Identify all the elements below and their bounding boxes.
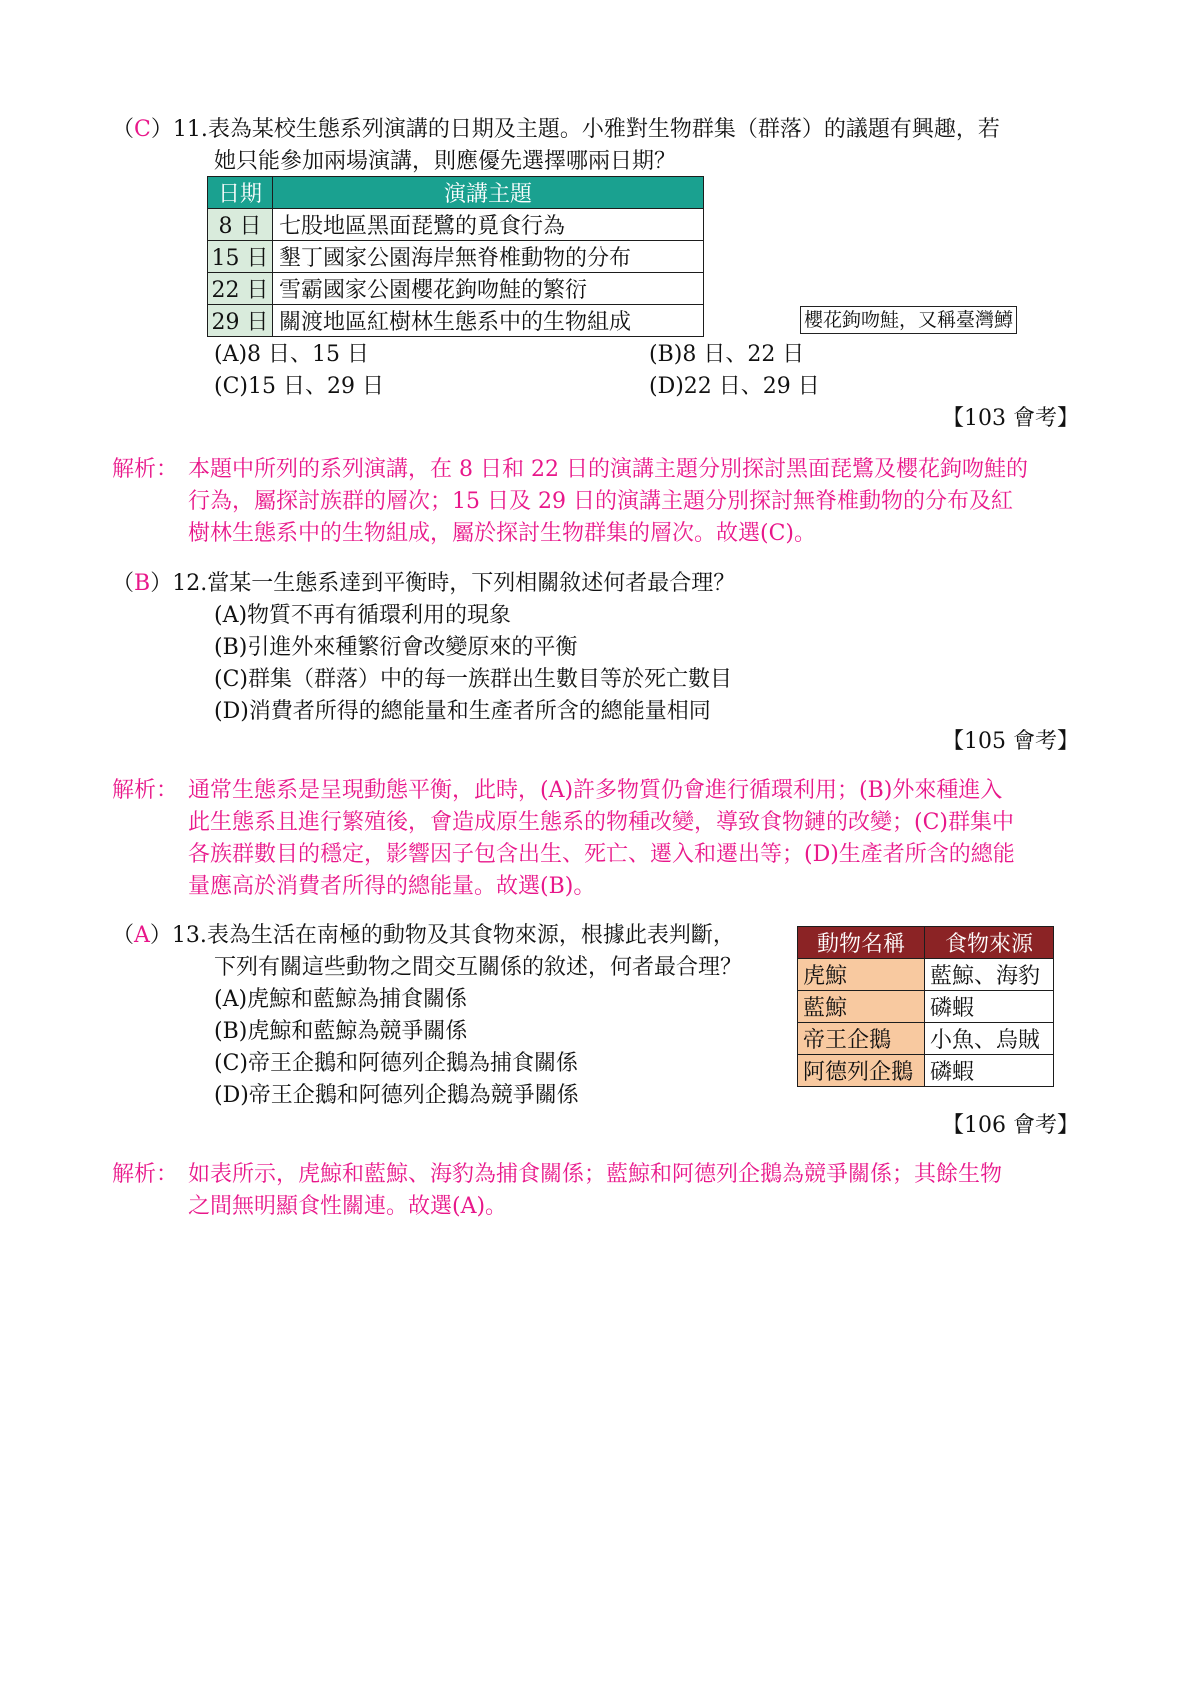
stem-text: 表為某校生態系列演講的日期及主題。小雅對生物群集（群落）的議題有興趣，若	[207, 117, 1000, 142]
question-number: 12.	[172, 571, 208, 596]
question-13-stem-line1: （A）13.表為生活在南極的動物及其食物來源，根據此表判斷，	[112, 923, 735, 948]
food-cell: 磷蝦	[925, 1055, 1054, 1087]
explanation-label: 解析：	[112, 457, 179, 482]
option-b: (B)8 日、22 日	[649, 342, 805, 367]
explanation-line: 此生態系且進行繁殖後，會造成原生態系的物種改變，導致食物鏈的改變；(C)群集中	[188, 810, 1015, 835]
table-header-row	[798, 927, 1054, 959]
explanation-13	[112, 1159, 1092, 1223]
explanation-line: 通常生態系是呈現動態平衡，此時，(A)許多物質仍會進行循環利用；(B)外來種進入	[188, 778, 1003, 803]
stem-text: 當某一生態系達到平衡時，下列相關敘述何者最合理？	[207, 571, 736, 596]
date-cell: 29 日	[208, 305, 273, 337]
topic-cell: 關渡地區紅樹林生態系中的生物組成	[273, 305, 704, 337]
topic-cell: 雪霸國家公園櫻花鉤吻鮭的繁衍	[273, 273, 704, 305]
explanation-label: 解析：	[112, 1162, 179, 1187]
answer-letter: A	[134, 923, 150, 948]
table-row	[798, 959, 1054, 991]
option-a: (A)物質不再有循環利用的現象	[214, 603, 512, 628]
food-cell: 小魚、烏賊	[925, 1023, 1054, 1055]
date-cell: 15 日	[208, 241, 273, 273]
explanation-line: 樹林生態系中的生物組成，屬於探討生物群集的層次。故選(C)。	[188, 521, 817, 546]
option-d: (D)帝王企鵝和阿德列企鵝為競爭關係	[214, 1083, 579, 1108]
header-date: 日期	[208, 177, 273, 209]
table-header-row	[208, 177, 704, 209]
option-a: (A)8 日、15 日	[214, 342, 370, 367]
explanation-line: 各族群數目的穩定，影響因子包含出生、死亡、遷入和遷出等；(D)生產者所含的總能	[188, 842, 1015, 867]
animal-cell: 阿德列企鵝	[798, 1055, 925, 1087]
topic-cell: 墾丁國家公園海岸無脊椎動物的分布	[273, 241, 704, 273]
option-c: (C)帝王企鵝和阿德列企鵝為捕食關係	[214, 1051, 579, 1076]
table-row	[798, 1023, 1054, 1055]
option-b: (B)引進外來種繁衍會改變原來的平衡	[214, 635, 578, 660]
exam-source: 【103 會考】	[942, 406, 1079, 431]
exam-source: 【106 會考】	[942, 1113, 1079, 1138]
answer-letter: C	[134, 117, 151, 142]
explanation-label: 解析：	[112, 778, 179, 803]
table-row	[798, 991, 1054, 1023]
answer-letter: B	[134, 571, 151, 596]
explanation-12	[112, 775, 1092, 903]
animal-cell: 藍鯨	[798, 991, 925, 1023]
footnote-box: 櫻花鉤吻鮭，又稱臺灣鱒	[800, 306, 1017, 334]
option-d: (D)22 日、29 日	[649, 374, 820, 399]
question-11-stem-line1: （C）11.表為某校生態系列演講的日期及主題。小雅對生物群集（群落）的議題有興趣，若	[112, 117, 1000, 142]
option-d: (D)消費者所得的總能量和生產者所含的總能量相同	[214, 699, 711, 724]
option-c: (C)15 日、29 日	[214, 374, 384, 399]
explanation-11	[112, 454, 1092, 550]
question-12	[112, 568, 1092, 728]
table-row	[208, 241, 704, 273]
table-row	[208, 305, 704, 337]
header-topic: 演講主題	[273, 177, 704, 209]
food-cell: 磷蝦	[925, 991, 1054, 1023]
option-c: (C)群集（群落）中的每一族群出生數目等於死亡數目	[214, 667, 733, 692]
header-animal: 動物名稱	[798, 927, 925, 959]
question-13-stem-line2: 下列有關這些動物之間交互關係的敘述，何者最合理？	[214, 955, 743, 980]
question-11-stem-line2: 她只能參加兩場演講，則應優先選擇哪兩日期？	[214, 149, 677, 174]
stem-text: 表為生活在南極的動物及其食物來源，根據此表判斷，	[206, 923, 735, 948]
animal-cell: 帝王企鵝	[798, 1023, 925, 1055]
option-b: (B)虎鯨和藍鯨為競爭關係	[214, 1019, 468, 1044]
animal-cell: 虎鯨	[798, 959, 925, 991]
question-13	[112, 920, 792, 1112]
explanation-line: 行為，屬探討族群的層次；15 日及 29 日的演講主題分別探討無脊椎動物的分布及紅	[188, 489, 1013, 514]
question-number: 13.	[171, 923, 207, 948]
question-11	[112, 114, 1092, 178]
date-cell: 22 日	[208, 273, 273, 305]
food-cell: 藍鯨、海豹	[925, 959, 1054, 991]
topic-cell: 七股地區黑面琵鷺的覓食行為	[273, 209, 704, 241]
date-cell: 8 日	[208, 209, 273, 241]
exam-source: 【105 會考】	[942, 729, 1079, 754]
question-number: 11.	[172, 117, 208, 142]
option-a: (A)虎鯨和藍鯨為捕食關係	[214, 987, 468, 1012]
explanation-line: 如表所示，虎鯨和藍鯨、海豹為捕食關係；藍鯨和阿德列企鵝為競爭關係；其餘生物	[188, 1162, 1003, 1187]
explanation-line: 量應高於消費者所得的總能量。故選(B)。	[188, 874, 596, 899]
explanation-line: 本題中所列的系列演講，在 8 日和 22 日的演講主題分別探討黑面琵鷺及櫻花鉤吻鮭的	[188, 457, 1028, 482]
antarctic-food-table	[797, 926, 1054, 1087]
table-row	[798, 1055, 1054, 1087]
explanation-line: 之間無明顯食性關連。故選(A)。	[188, 1194, 508, 1219]
header-food: 食物來源	[925, 927, 1054, 959]
table-row	[208, 209, 704, 241]
lecture-schedule-table	[207, 176, 704, 337]
table-row	[208, 273, 704, 305]
question-12-stem: （B）12.當某一生態系達到平衡時，下列相關敘述何者最合理？	[112, 571, 736, 596]
